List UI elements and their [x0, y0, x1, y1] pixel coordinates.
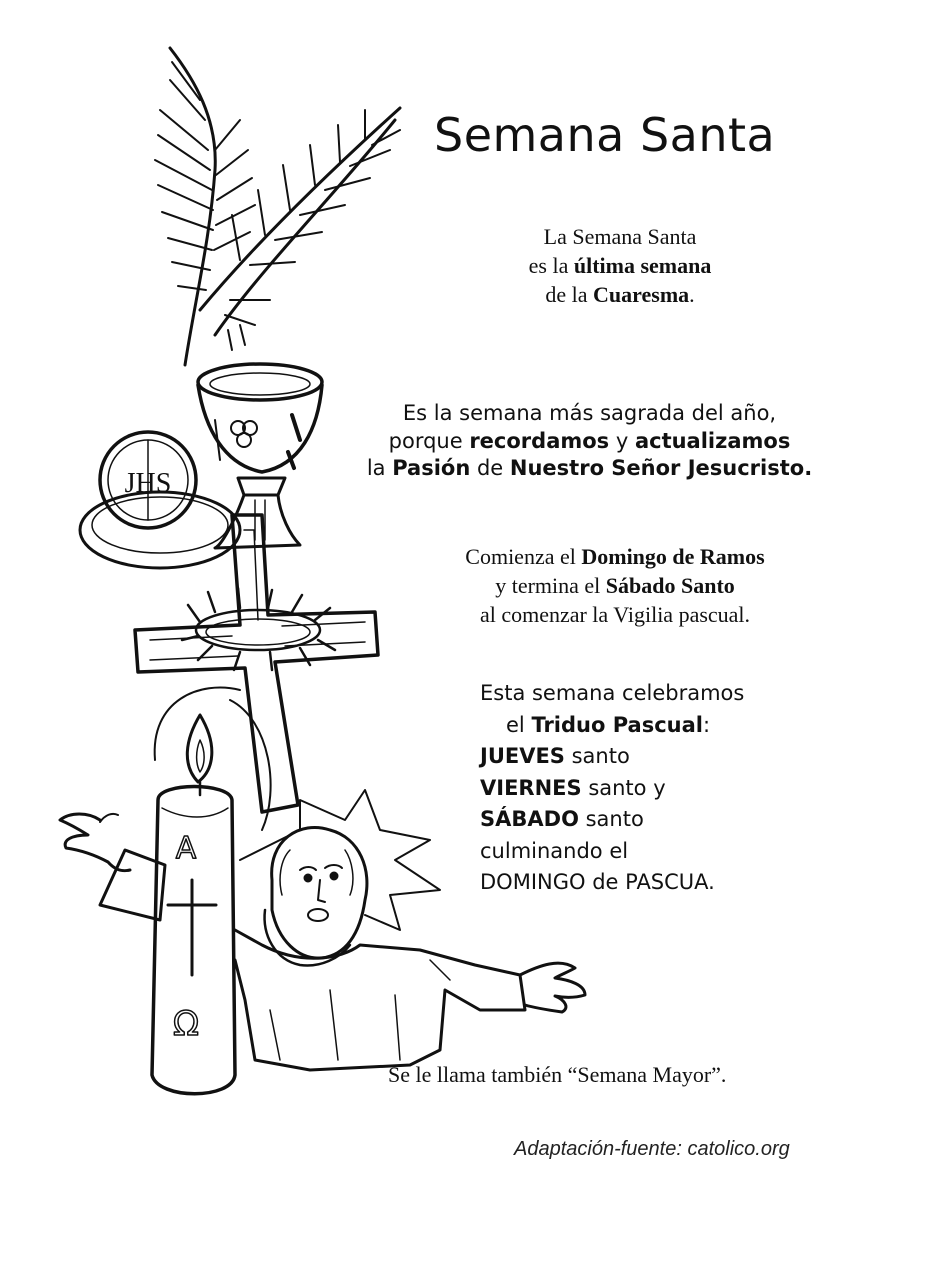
sacred-paragraph: [342, 400, 837, 483]
intro-line-3: de la Cuaresma.: [545, 282, 695, 308]
triduo-saturday: SÁBADO santo: [480, 807, 644, 831]
period-line-3: al comenzar la Vigilia pascual.: [479, 602, 751, 628]
triduo-line-1: Esta semana celebramos: [480, 681, 745, 705]
page-title: Semana Santa: [434, 108, 776, 162]
source-credit: Adaptación-fuente: catolico.org: [514, 1138, 790, 1160]
cross-icon: [135, 515, 378, 812]
alpha-symbol: A: [175, 831, 197, 866]
intro-line-2: es la última semana: [528, 253, 712, 279]
semana-mayor-note: Se le llama también “Semana Mayor”.: [388, 1062, 727, 1087]
halo-rays: [155, 688, 440, 930]
triduo-thursday: JUEVES santo: [480, 744, 630, 768]
period-paragraph: [410, 542, 820, 629]
sacred-line-2: porque recordamos y actualizamos: [388, 428, 791, 453]
triduo-line-6: culminando el: [480, 838, 629, 863]
omega-symbol: Ω: [173, 1004, 199, 1044]
sacred-line-3: la Pasión de Nuestro Señor Jesucristo.: [366, 456, 813, 481]
triduo-friday: VIERNES santo y: [480, 775, 666, 800]
host-monogram: JHS: [124, 468, 172, 499]
palm-branch-icon: [155, 48, 400, 365]
triduo-paragraph: [480, 678, 840, 899]
triduo-line-7: DOMINGO de PASCUA.: [480, 870, 715, 894]
intro-paragraph: [470, 222, 770, 309]
sacred-line-1: Es la semana más sagrada del año,: [402, 401, 777, 425]
period-line-1: Comienza el Domingo de Ramos: [465, 544, 765, 569]
intro-line-1: La Semana Santa: [543, 224, 697, 249]
period-line-2: y termina el Sábado Santo: [495, 573, 735, 599]
chalice-icon: [198, 364, 322, 548]
triduo-line-2: el Triduo Pascual:: [506, 712, 711, 737]
